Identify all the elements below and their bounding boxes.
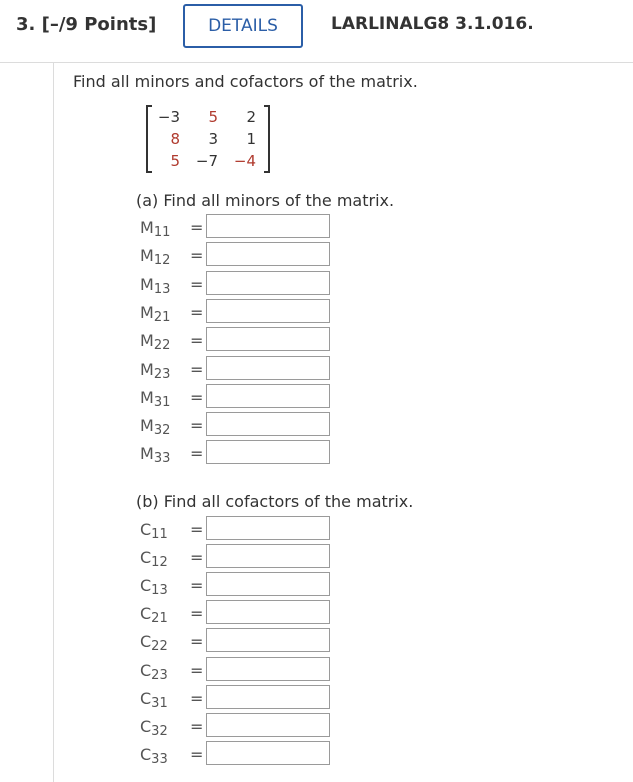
minor-label [140, 246, 170, 268]
matrix-cell: −4 [233, 152, 256, 170]
equals-sign: = [190, 218, 204, 237]
equals-sign: = [190, 716, 204, 736]
matrix-left-bracket [146, 105, 152, 173]
cofactor-label [140, 689, 168, 711]
matrix [146, 105, 270, 173]
matrix-cell: 5 [208, 108, 218, 126]
cofactor-letter: C [140, 660, 152, 680]
cofactor-label [140, 520, 168, 542]
cofactor-input-11[interactable] [206, 516, 330, 540]
minor-letter: M [140, 331, 154, 351]
question-prompt: Find all minors and cofactors of the matrix. [73, 72, 418, 91]
cofactor-subscript: 13 [151, 583, 168, 599]
cofactor-subscript: 12 [151, 555, 168, 571]
minor-letter: M [140, 387, 154, 407]
details-button[interactable]: DETAILS [183, 4, 303, 48]
cofactor-label [140, 717, 168, 739]
part-b-label: (b) Find all cofactors of the matrix. [136, 492, 414, 511]
cofactor-subscript: 31 [151, 695, 168, 711]
equals-sign: = [190, 359, 204, 379]
cofactor-letter: C [140, 604, 152, 624]
cofactor-label [140, 548, 168, 570]
minor-input-11[interactable] [206, 214, 330, 238]
cofactor-input-33[interactable] [206, 741, 330, 765]
equals-sign: = [190, 688, 204, 708]
minor-input-12[interactable] [206, 242, 330, 266]
equals-sign: = [190, 274, 204, 294]
minor-label [140, 275, 170, 297]
cofactor-letter: C [140, 744, 152, 764]
minor-letter: M [140, 444, 154, 464]
equals-sign: = [190, 331, 204, 351]
cofactor-input-12[interactable] [206, 544, 330, 568]
equals-sign: = [190, 604, 204, 624]
minor-subscript: 33 [153, 451, 171, 467]
cofactor-letter: C [140, 632, 152, 652]
cofactor-subscript: 11 [151, 527, 168, 542]
equals-sign: = [190, 632, 204, 652]
cofactor-label [140, 604, 168, 626]
equals-sign: = [190, 416, 204, 436]
cofactor-label [140, 661, 168, 683]
cofactor-input-31[interactable] [206, 685, 330, 709]
equals-sign: = [190, 660, 204, 680]
minor-input-22[interactable] [206, 327, 330, 351]
cofactor-letter: C [140, 520, 152, 539]
minor-subscript: 11 [153, 225, 171, 240]
equals-sign: = [190, 302, 204, 322]
cofactor-letter: C [140, 688, 152, 708]
cofactor-input-22[interactable] [206, 628, 330, 652]
cofactor-subscript: 21 [151, 611, 168, 627]
minor-subscript: 23 [153, 366, 171, 382]
equals-sign: = [190, 246, 204, 266]
question-reference: LARLINALG8 3.1.016. [331, 14, 534, 34]
matrix-cell: 3 [208, 130, 218, 148]
minor-subscript: 32 [153, 423, 171, 439]
minor-input-31[interactable] [206, 384, 330, 408]
minor-label [140, 416, 170, 438]
minor-input-33[interactable] [206, 440, 330, 464]
minor-letter: M [140, 246, 154, 266]
cofactor-letter: C [140, 716, 152, 736]
matrix-cell: 1 [246, 130, 256, 148]
minor-subscript: 12 [153, 253, 171, 269]
part-a-label: (a) Find all minors of the matrix. [136, 191, 395, 210]
minor-subscript: 13 [153, 281, 171, 297]
cofactor-input-32[interactable] [206, 713, 330, 737]
equals-sign: = [190, 444, 204, 464]
minor-label [140, 388, 170, 410]
cofactor-letter: C [140, 576, 152, 596]
matrix-right-bracket [264, 105, 270, 173]
minor-input-21[interactable] [206, 299, 330, 323]
minor-letter: M [140, 218, 154, 237]
matrix-cell: 5 [170, 152, 180, 170]
equals-sign: = [190, 744, 204, 764]
matrix-cell: 2 [246, 108, 256, 126]
question-number: 3. [–/9 Points] [16, 14, 157, 35]
matrix-cell: −7 [195, 152, 218, 170]
minor-label [140, 331, 170, 353]
cofactor-input-23[interactable] [206, 657, 330, 681]
cofactor-label [140, 745, 168, 767]
cofactor-subscript: 33 [151, 751, 168, 767]
question-header [0, 0, 633, 63]
equals-sign: = [190, 548, 204, 568]
matrix-cell: 8 [170, 130, 180, 148]
cofactor-input-21[interactable] [206, 600, 330, 624]
equals-sign: = [190, 576, 204, 596]
minor-subscript: 22 [153, 338, 171, 354]
cofactor-subscript: 23 [151, 667, 168, 683]
cofactor-label [140, 632, 168, 654]
minor-subscript: 31 [153, 394, 171, 410]
minor-label [140, 444, 170, 466]
cofactor-subscript: 22 [151, 639, 168, 655]
minor-letter: M [140, 274, 154, 294]
minor-input-32[interactable] [206, 412, 330, 436]
minor-letter: M [140, 302, 154, 322]
minor-letter: M [140, 416, 154, 436]
equals-sign: = [190, 520, 204, 539]
minor-label [140, 218, 170, 240]
minor-label [140, 303, 170, 325]
content-divider [53, 63, 54, 782]
minor-label [140, 360, 170, 382]
cofactor-label [140, 576, 168, 598]
minor-input-23[interactable] [206, 356, 330, 380]
equals-sign: = [190, 387, 204, 407]
minor-letter: M [140, 359, 154, 379]
cofactor-subscript: 32 [151, 723, 168, 739]
minor-input-13[interactable] [206, 271, 330, 295]
minor-subscript: 21 [153, 309, 171, 325]
cofactor-letter: C [140, 548, 152, 568]
matrix-cell: −3 [157, 108, 180, 126]
cofactor-input-13[interactable] [206, 572, 330, 596]
